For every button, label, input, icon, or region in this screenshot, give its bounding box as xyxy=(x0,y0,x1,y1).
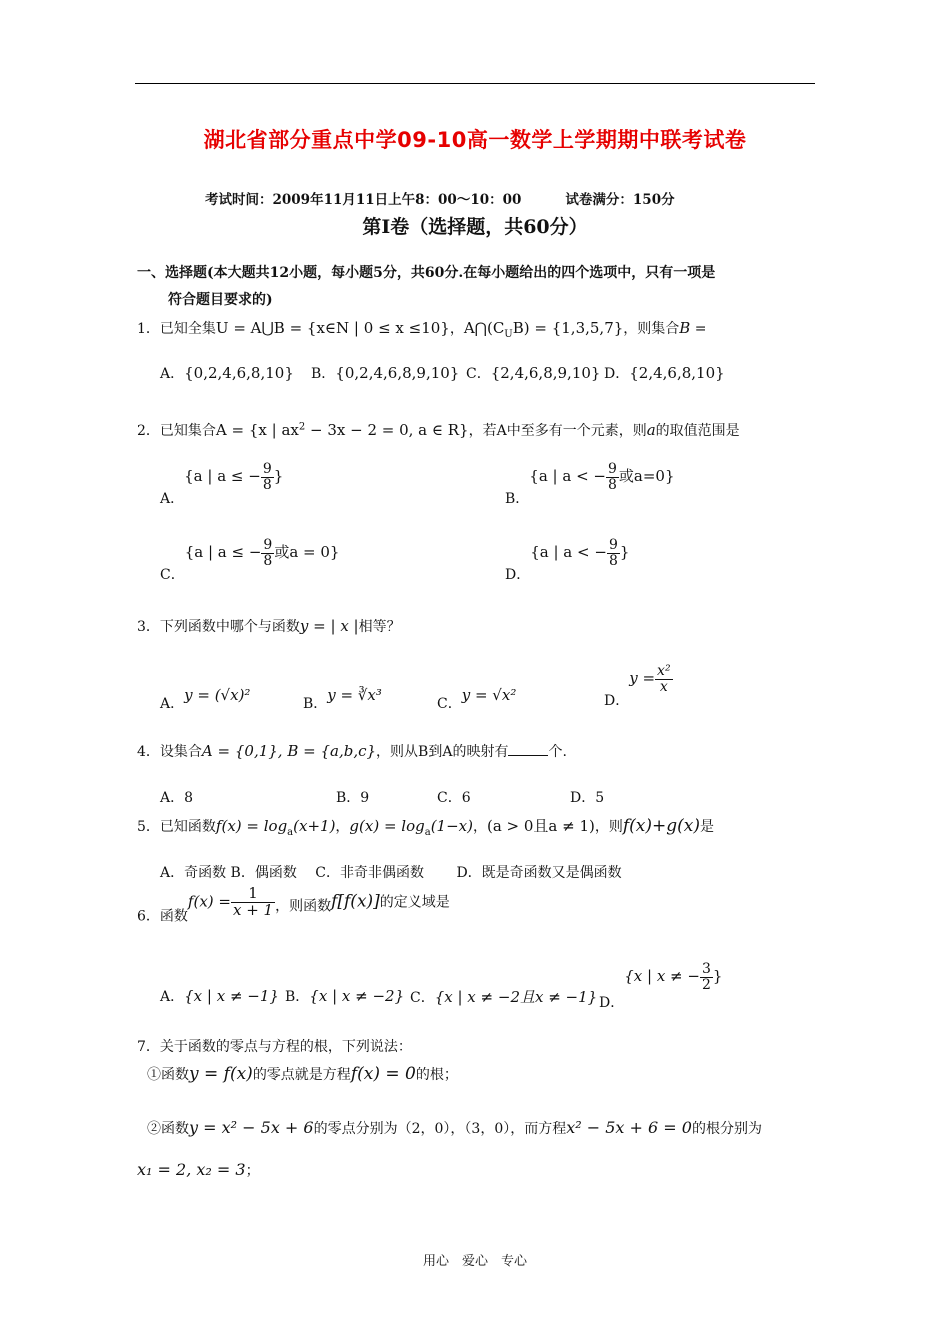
q1-suffix: ，则集合 xyxy=(623,321,680,337)
q2-option-a: A．{a | a ≤ − $\frac{9}{8}$ } xyxy=(160,461,284,508)
question-2-stem: 2．已知集合A = {x | $ax^2 - 3x - 2 = 0$, a ∈ R}，若A中至多有一个元素，则a的取值范围是 xyxy=(137,421,740,439)
q6-option-c: C．{x | x ≠ −2且x ≠ −1} xyxy=(410,988,598,1006)
q1-cond-b: B) = {1,3,5,7} xyxy=(512,319,624,337)
question-1-stem xyxy=(137,318,707,340)
header-rule xyxy=(135,83,815,84)
exam-time: 考试时间：2009年11月11日上午8：00～10：00 xyxy=(205,192,522,208)
q1-option-b: B．{0,2,4,6,8,9,10} xyxy=(311,364,460,382)
q1-eq: = xyxy=(694,321,707,337)
q2-option-b: B．{a | a < − $\frac{9}{8}$ 或a=0} xyxy=(505,461,675,508)
question-6-stem: 6．函数f(x) = $\frac{1}{x + 1}$ ，则函数f[f(x)]的定义域是 xyxy=(137,884,450,925)
q3-option-a: A．y = (√x)² xyxy=(160,686,251,712)
question-3-stem: 3．下列函数中哪个与函数y = | x |相等？ xyxy=(137,617,401,635)
instructions-line1: 一、选择题(本大题共12小题，每小题5分，共60分.在每小题给出的四个选项中，只有一项是 xyxy=(137,265,716,281)
q4-option-b: B．9 xyxy=(336,790,370,806)
q1-set-u: U = A⋃B = {x∈N | 0 ≤ x ≤10} xyxy=(215,319,450,337)
exam-meta xyxy=(205,188,675,208)
q1-option-a: A．{0,2,4,6,8,10} xyxy=(160,364,294,382)
q1-cond-a: A⋂(C xyxy=(463,319,505,337)
q7-item-1: ①函数y = f(x)的零点就是方程f(x) = 0的根； xyxy=(147,1064,458,1084)
q4-option-a: A．8 xyxy=(160,790,194,806)
question-7-stem: 7．关于函数的零点与方程的根，下列说法： xyxy=(137,1039,412,1055)
q2-option-c: C．{a | a ≤ − $\frac{9}{8}$ 或a = 0} xyxy=(160,537,340,584)
q1-option-c: C．{2,4,6,8,9,10} xyxy=(466,364,601,382)
q2-option-d: D．{a | a < − $\frac{9}{8}$ } xyxy=(505,537,630,584)
q7-item-2: ②函数y = x² − 5x + 6的零点分别为（2，0），（3，0），而方程x² − 5x + 6 = 0的根分别为 xyxy=(147,1118,762,1137)
q5-options: A．奇函数 B．偶函数 C．非奇非偶函数 D．既是奇函数又是偶函数 xyxy=(160,865,622,881)
q4-option-d: D．5 xyxy=(570,790,605,806)
q3-option-c: C．y = √x² xyxy=(437,686,517,712)
q4-option-c: C．6 xyxy=(437,790,471,806)
question-4-stem: 4．设集合A = {0,1}, B = {a,b,c}，则从B到A的映射有 个. xyxy=(137,742,567,760)
page-footer: 用心 爱心 专心 xyxy=(422,1254,527,1269)
section-heading: 第Ⅰ卷（选择题，共60分） xyxy=(362,216,588,238)
q3-option-d: D．y = $\frac{\text{x²}}{x}$ xyxy=(604,663,671,710)
q6-option-d: D．{x | x ≠ − $\frac{3}{2}$ } xyxy=(599,961,723,1012)
q4-answer-blank xyxy=(508,743,548,756)
q1-option-d: D．{2,4,6,8,10} xyxy=(604,364,725,382)
full-score: 试卷满分：150分 xyxy=(565,192,675,208)
exam-title: 湖北省部分重点中学09-10高一数学上学期期中联考试卷 xyxy=(203,128,747,152)
instructions-line2: 符合题目要求的) xyxy=(168,292,273,308)
q1-comma: ， xyxy=(449,321,464,337)
q1-sub-u: U xyxy=(504,328,513,340)
q1-prefix: 1．已知全集 xyxy=(137,321,216,337)
question-5-stem: 5．已知函数$f(x) = \log_a(x+1)$，$g(x) = \log_a(1-x)$，(a > 0且a ≠ 1)，则f(x)+g(x)是 xyxy=(137,816,714,838)
q1-b: B xyxy=(679,319,691,337)
q7-item-2-roots: x₁ = 2, x₂ = 3； xyxy=(137,1160,260,1179)
q6-option-a: A．{x | x ≠ −1} xyxy=(160,987,279,1005)
q3-option-b: B．y = ∛x³ xyxy=(303,686,382,712)
q6-option-b: B．{x | x ≠ −2} xyxy=(285,987,405,1005)
